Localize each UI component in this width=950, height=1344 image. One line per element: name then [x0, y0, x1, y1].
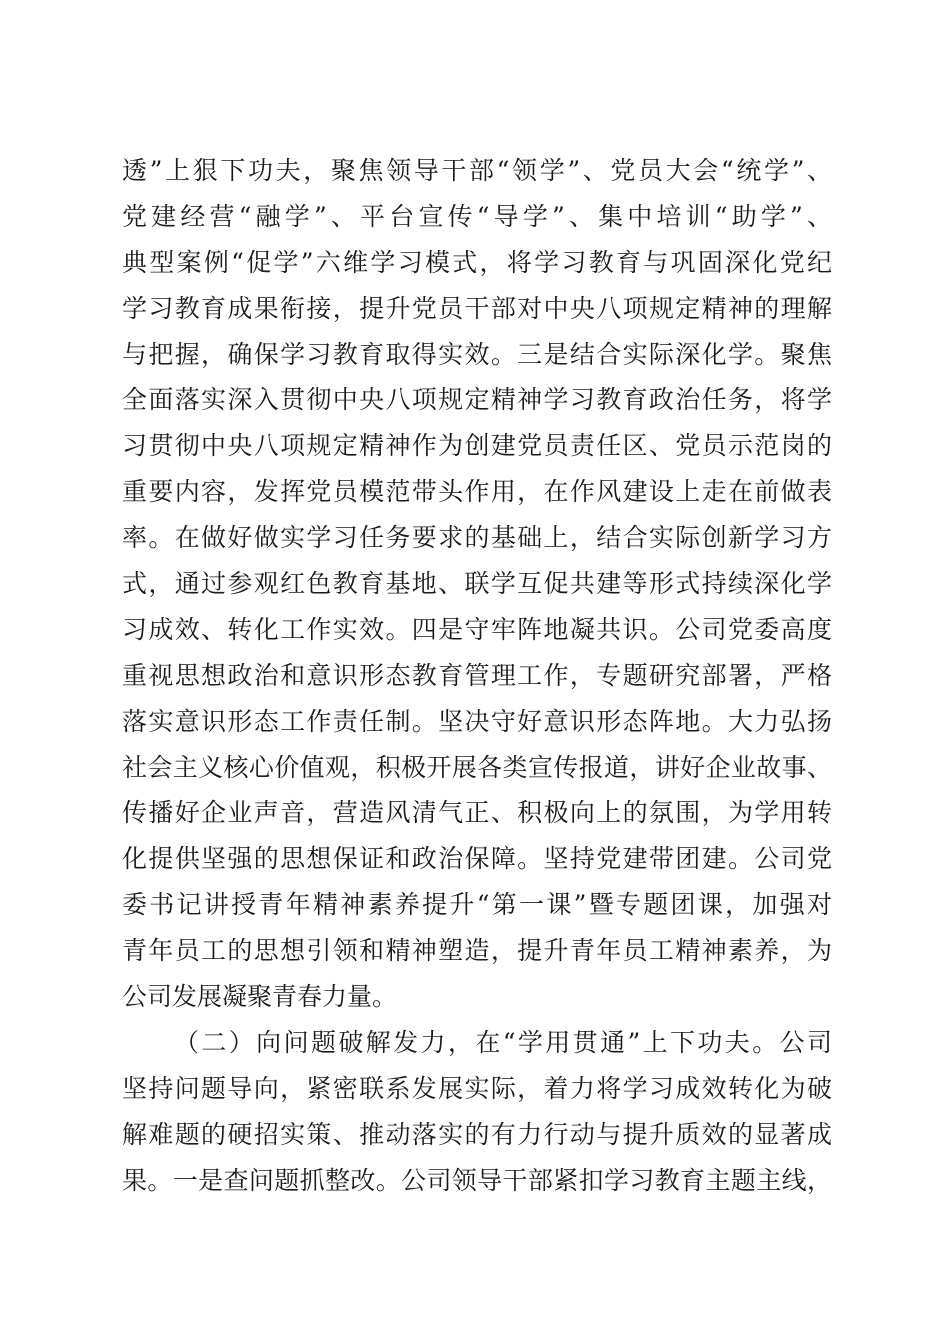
text-line: 习成效、转化工作实效。四是守牢阵地凝共识。公司党委高度: [122, 614, 832, 644]
text-line: 传播好企业声音，营造风清气正、积极向上的氛围，为学用转: [122, 798, 832, 828]
text-line: 解难题的硬招实策、推动落实的有力行动与提升质效的显著成: [122, 1119, 832, 1149]
text-line: 透”上狠下功夫，聚焦领导干部“领学”、党员大会“统学”、: [122, 156, 832, 185]
text-line: 习贯彻中央八项规定精神作为创建党员责任区、党员示范岗的: [122, 431, 832, 461]
section-heading-line: （二）向问题破解发力，在“学用贯通”上下功夫。公司: [174, 1027, 832, 1057]
text-line: 率。在做好做实学习任务要求的基础上，结合实际创新学习方: [122, 523, 832, 553]
paragraph-end-line: 公司发展凝聚青春力量。: [122, 982, 398, 1012]
text-line: 社会主义核心价值观，积极开展各类宣传报道，讲好企业故事、: [122, 752, 832, 782]
text-line: 重要内容，发挥党员模范带头作用，在作风建设上走在前做表: [122, 477, 832, 507]
text-line: 落实意识形态工作责任制。坚决守好意识形态阵地。大力弘扬: [122, 706, 832, 736]
text-line: 式，通过参观红色教育基地、联学互促共建等形式持续深化学: [122, 569, 832, 599]
text-line: 坚持问题导向，紧密联系发展实际，着力将学习成效转化为破: [122, 1073, 832, 1103]
text-line: 全面落实深入贯彻中央八项规定精神学习教育政治任务，将学: [122, 385, 832, 415]
text-line: 青年员工的思想引领和精神塑造，提升青年员工精神素养，为: [122, 936, 832, 966]
text-line: 果。一是查问题抓整改。公司领导干部紧扣学习教育主题主线，: [122, 1165, 832, 1195]
text-line: 学习教育成果衔接，提升党员干部对中央八项规定精神的理解: [122, 293, 832, 323]
text-line: 党建经营“融学”、平台宣传“导学”、集中培训“助学”、: [122, 201, 832, 231]
text-line: 委书记讲授青年精神素养提升“第一课”暨专题团课，加强对: [122, 890, 832, 920]
text-line: 化提供坚强的思想保证和政治保障。坚持党建带团建。公司党: [122, 844, 832, 874]
body-text: [122, 148, 832, 1203]
text-line: 与把握，确保学习教育取得实效。三是结合实际深化学。聚焦: [122, 339, 832, 369]
text-line: 重视思想政治和意识形态教育管理工作，专题研究部署，严格: [122, 660, 832, 690]
text-line: 典型案例“促学”六维学习模式，将学习教育与巩固深化党纪: [122, 247, 832, 277]
